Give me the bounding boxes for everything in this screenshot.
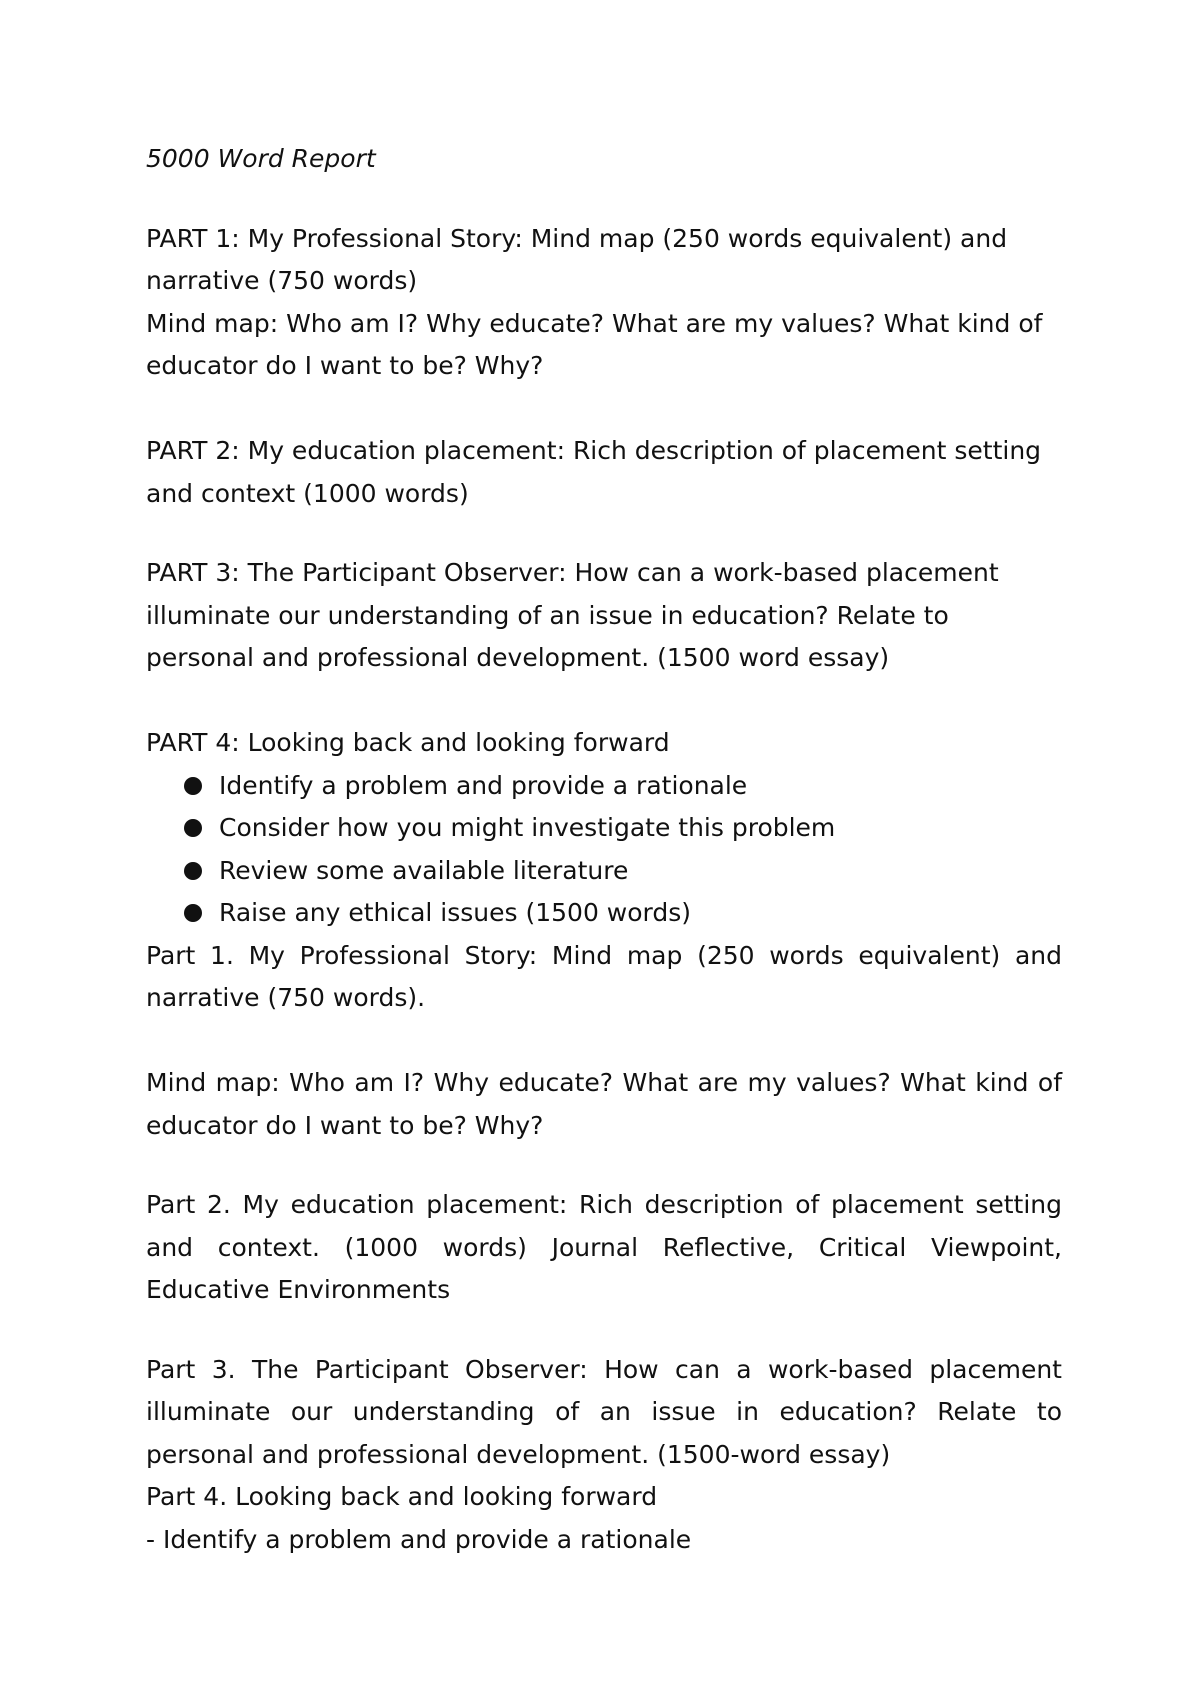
spacer	[146, 515, 1062, 552]
spacer	[146, 1312, 1062, 1349]
outline-part4-heading: PART 4: Looking back and looking forward	[146, 728, 670, 757]
spacer	[146, 388, 1062, 431]
body-part1-heading: Part 1. My Professional Story: Mind map (250 words equivalent) and narrative (750 words).	[146, 940, 1062, 1012]
spacer	[146, 181, 1062, 218]
outline-part1-heading: PART 1: My Professional Story: Mind map (250 words equivalent) and narrative (750 words)	[146, 223, 1008, 295]
spacer	[146, 1147, 1062, 1184]
spacer	[146, 680, 1062, 723]
outline-part3-heading: PART 3: The Participant Observer: How can a work-based placement illuminate our understanding of an issue in education? Relate to personal and professional development. (1500 word essay)	[146, 558, 999, 672]
body-part4-item: - Identify a problem and provide a rationale	[146, 1524, 692, 1554]
outline-part2-heading: PART 2: My education placement: Rich description of placement setting and context (1000 words)	[146, 436, 1042, 508]
document-title: 5000 Word Report	[146, 144, 376, 173]
body-part4-heading: Part 4. Looking back and looking forward	[146, 1482, 658, 1511]
body-part2-heading: Part 2. My education placement: Rich description of placement setting and context. (1000 words) Journal Reflective, Critical Viewpoint, Educative Environments	[146, 1190, 1062, 1304]
body-part3-heading: Part 3. The Participant Observer: How can a work-based placement illuminate our understanding of an issue in education? Relate to personal and professional development. (1500-word essay)	[146, 1354, 1062, 1469]
document-page	[146, 138, 1062, 1561]
bullet-item	[146, 807, 1062, 850]
spacer	[146, 1020, 1062, 1063]
bullet-dot-icon	[184, 777, 202, 795]
body-part1-mindmap: Mind map: Who am I? Why educate? What are my values? What kind of educator do I want to be? Why?	[146, 1068, 1062, 1140]
bullet-item	[146, 765, 1062, 808]
bullet-text: Consider how you might investigate this problem	[219, 813, 836, 842]
bullet-dot-icon	[184, 819, 202, 837]
outline-part1-mindmap: Mind map: Who am I? Why educate? What are my values? What kind of educator do I want to be? Why?	[146, 308, 1043, 380]
bullet-text: Raise any ethical issues (1500 words)	[219, 898, 692, 927]
bullet-item	[146, 892, 1062, 935]
bullet-text: Identify a problem and provide a rationale	[219, 770, 748, 800]
bullet-item	[146, 850, 1062, 893]
bullet-dot-icon	[184, 862, 202, 880]
bullet-dot-icon	[184, 904, 202, 922]
bullet-text: Review some available literature	[219, 855, 629, 885]
outline-part4-bullet-list	[146, 765, 1062, 935]
